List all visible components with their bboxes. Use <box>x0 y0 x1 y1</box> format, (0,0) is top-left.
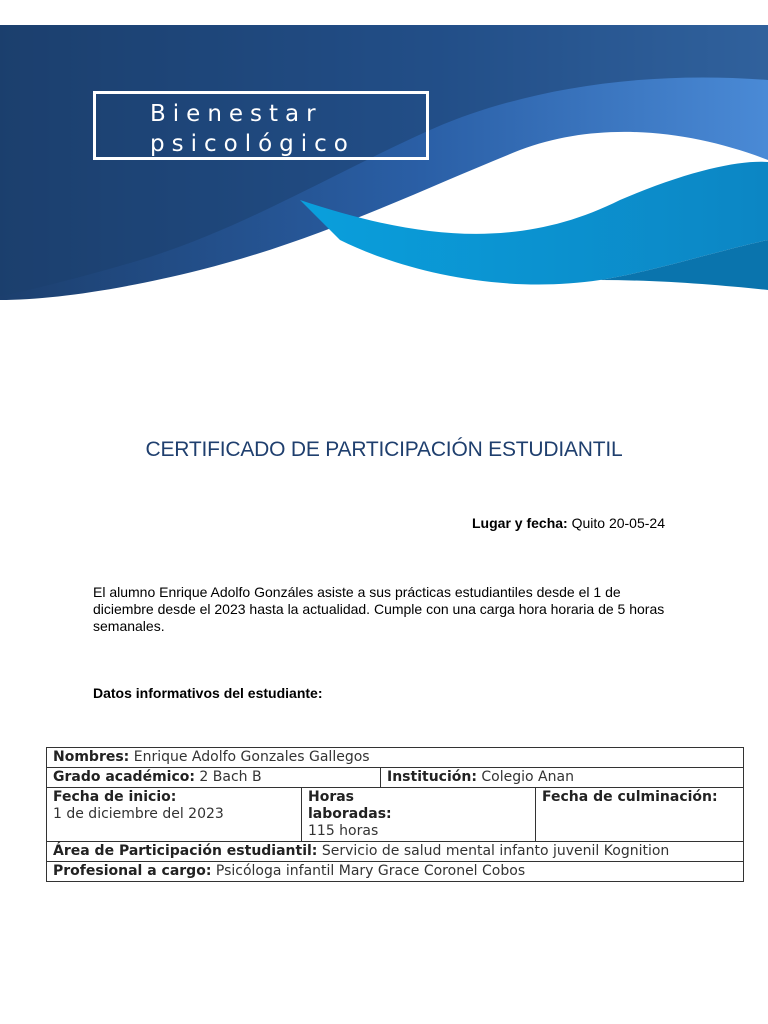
student-info-table <box>46 747 744 882</box>
institucion-cell <box>381 768 744 788</box>
nombres-value: Enrique Adolfo Gonzales Gallegos <box>133 749 370 765</box>
table-row <box>47 748 744 768</box>
horas-label: Horas laboradas: <box>308 789 392 822</box>
area-value: Servicio de salud mental infanto juvenil Kognition <box>321 843 670 859</box>
grado-value: 2 Bach B <box>199 769 262 785</box>
certificate-body: El alumno Enrique Adolfo Gonzáles asiste a sus prácticas estudiantiles desde el 1 de diciembre desde el 2023 hasta la actualidad. Cumple con una carga hora horaria de 5 horas semanales. <box>93 584 665 634</box>
place-date <box>472 515 665 531</box>
grado-label: Grado académico: <box>53 769 195 785</box>
nombres-cell <box>47 748 744 768</box>
certificate-title: CERTIFICADO DE PARTICIPACIÓN ESTUDIANTIL <box>145 438 623 461</box>
data-section-title: Datos informativos del estudiante: <box>93 685 323 701</box>
profesional-value: Psicóloga infantil Mary Grace Coronel Cobos <box>215 863 526 879</box>
header-title-line1: Bienestar <box>150 101 323 127</box>
grado-cell <box>47 768 381 788</box>
institucion-value: Colegio Anan <box>481 769 574 785</box>
place-date-value: Quito 20-05-24 <box>571 515 665 531</box>
horas-cell <box>302 788 536 842</box>
table-row <box>47 768 744 788</box>
table-row <box>47 842 744 862</box>
area-cell <box>47 842 744 862</box>
culminacion-label: Fecha de culminación: <box>542 789 718 805</box>
area-label: Área de Participación estudiantil: <box>53 843 318 859</box>
inicio-cell <box>47 788 302 842</box>
table-row <box>47 862 744 882</box>
header-wave-art <box>0 0 768 340</box>
header-title-box <box>93 91 429 160</box>
institucion-label: Institución: <box>387 769 477 785</box>
culminacion-cell <box>536 788 744 842</box>
profesional-label: Profesional a cargo: <box>53 863 212 879</box>
table-row <box>47 788 744 842</box>
inicio-label: Fecha de inicio: <box>53 789 177 805</box>
horas-value: 115 horas <box>308 823 379 839</box>
header-title-line2: psicológico <box>150 131 355 157</box>
inicio-value: 1 de diciembre del 2023 <box>53 806 224 822</box>
profesional-cell <box>47 862 744 882</box>
nombres-label: Nombres: <box>53 749 130 765</box>
place-date-label: Lugar y fecha: <box>472 515 568 531</box>
